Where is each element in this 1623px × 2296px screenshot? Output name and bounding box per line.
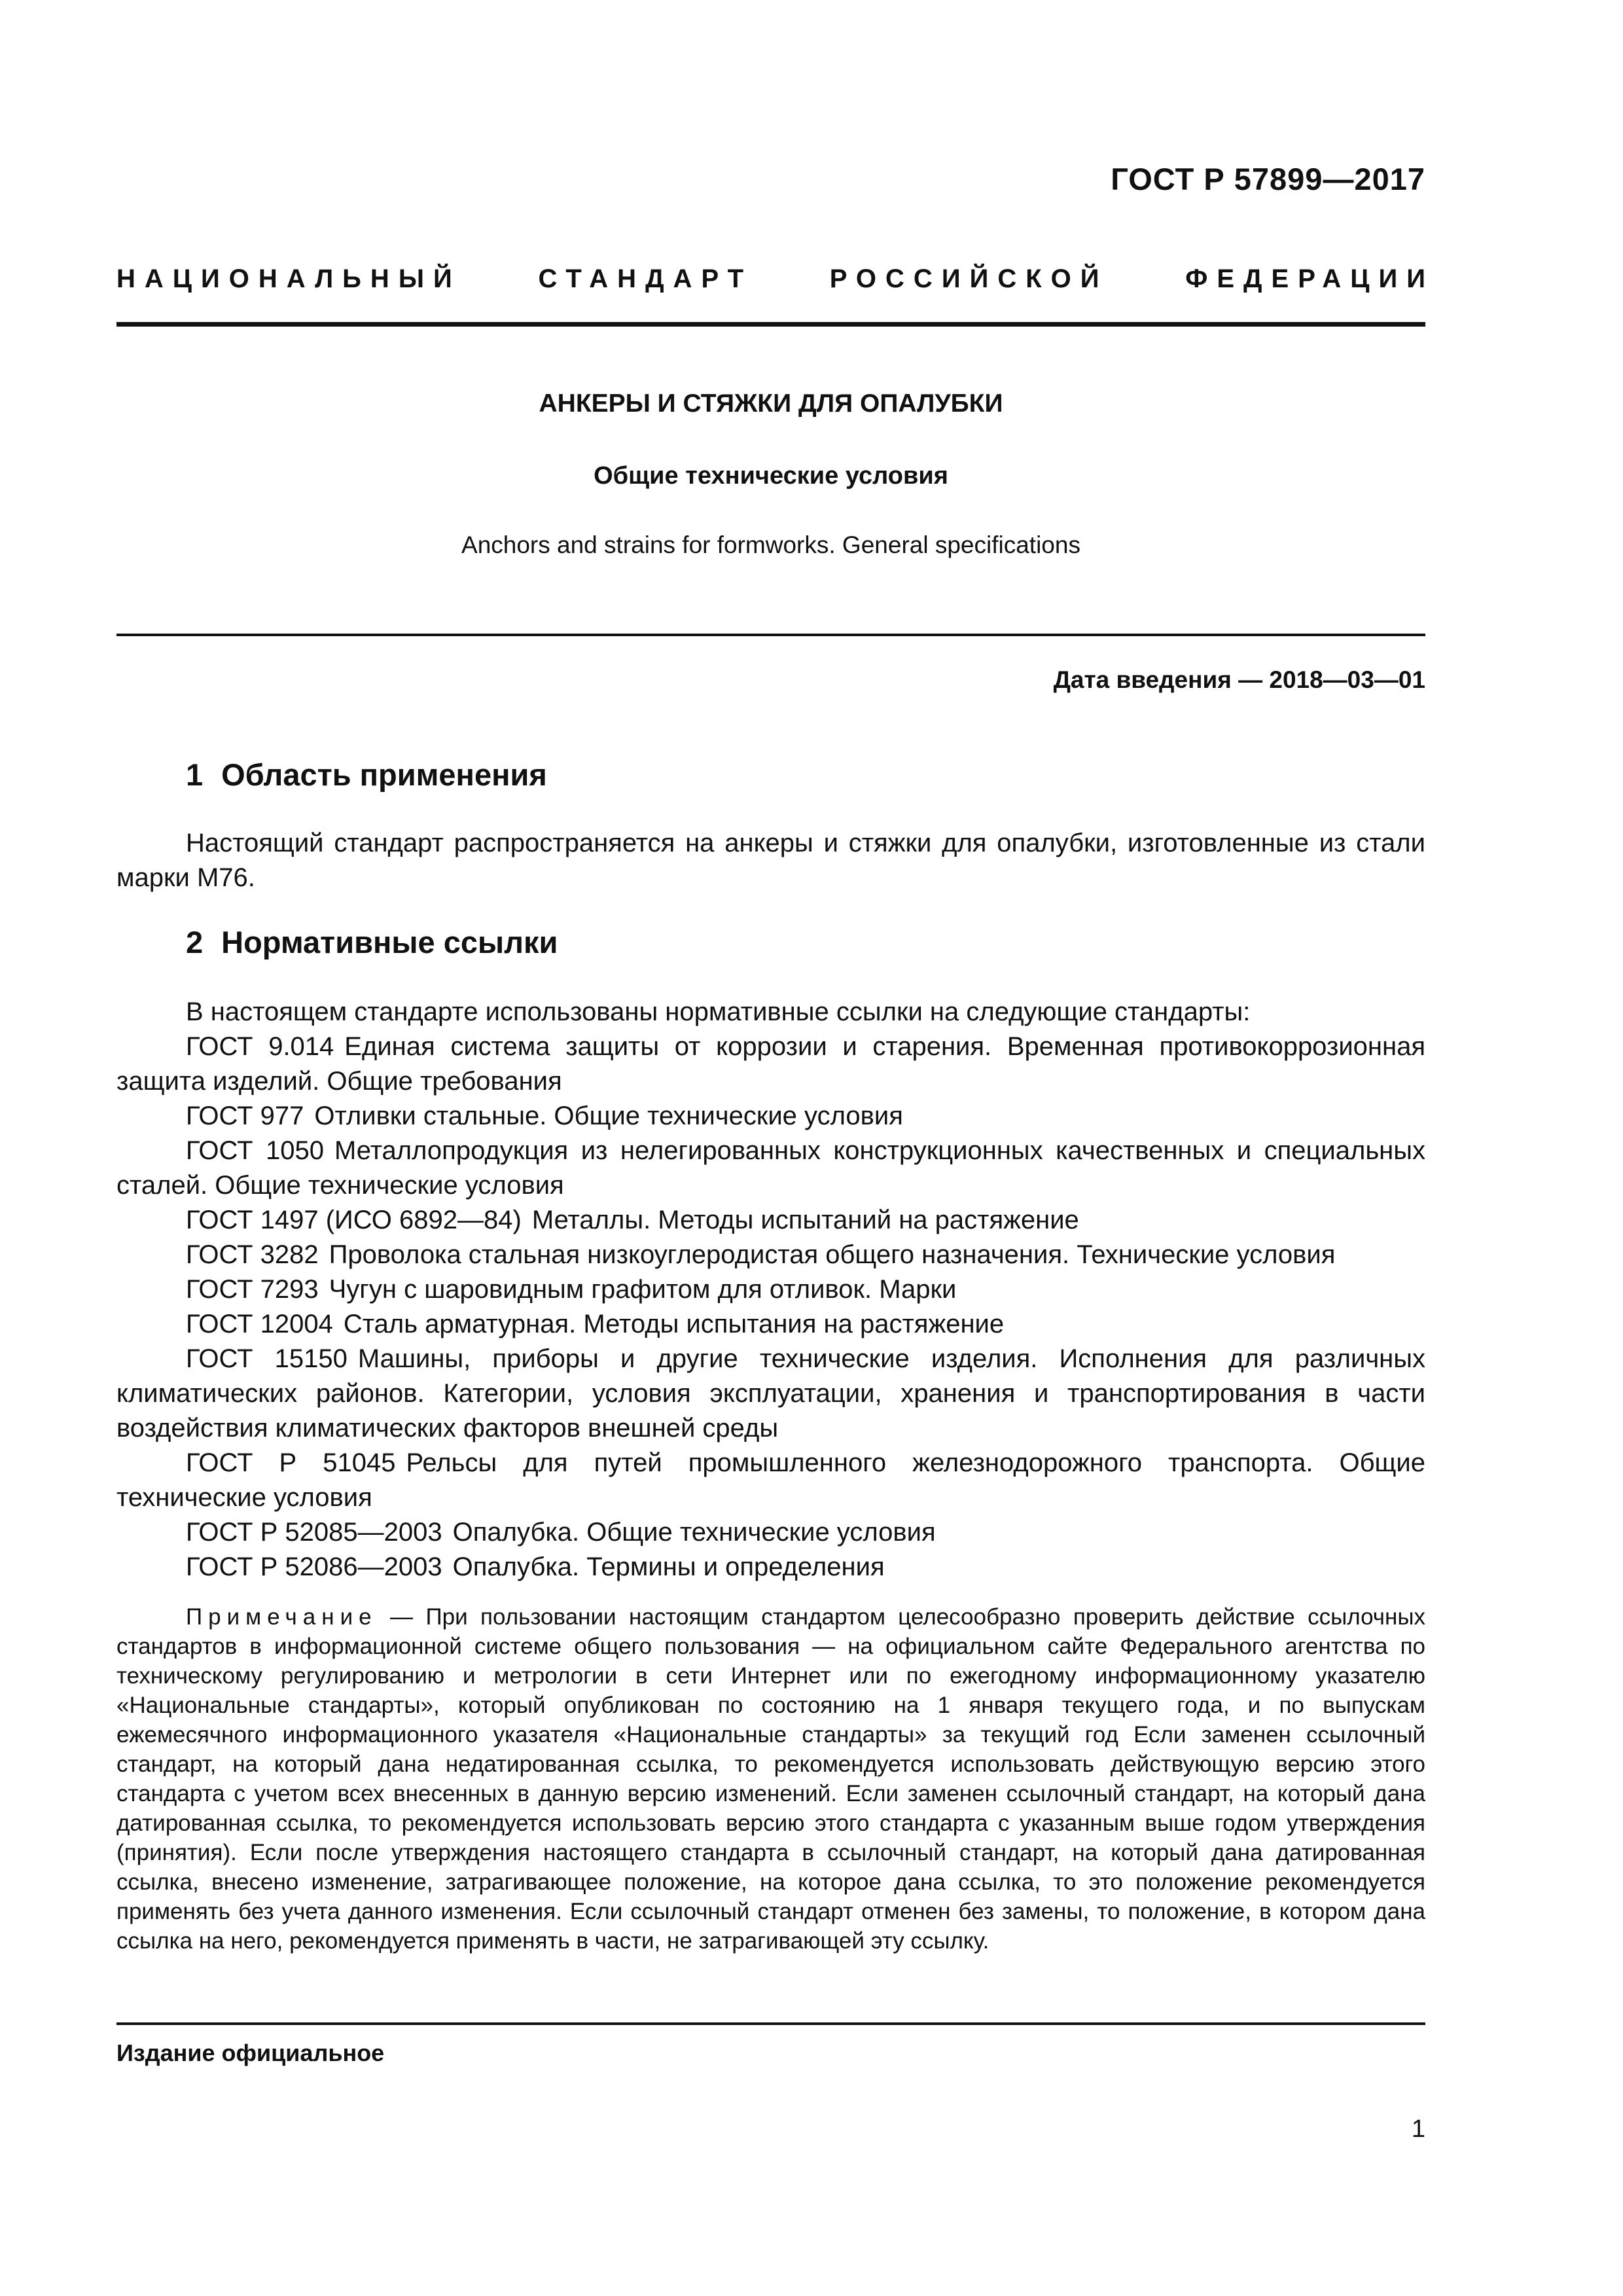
section-2-body bbox=[116, 995, 1425, 1585]
reference-item bbox=[116, 1134, 1425, 1203]
reference-item bbox=[116, 1342, 1425, 1446]
reference-code: ГОСТ 977 bbox=[186, 1102, 304, 1130]
reference-item bbox=[116, 1238, 1425, 1272]
reference-title: Опалубка. Термины и определения bbox=[452, 1552, 885, 1581]
reference-code: ГОСТ 1497 (ИСО 6892—84) bbox=[186, 1206, 522, 1234]
reference-title: Чугун с шаровидным графитом для отливок. Марки bbox=[329, 1275, 957, 1304]
reference-code: ГОСТ Р 52085—2003 bbox=[186, 1518, 442, 1547]
official-edition-label: Издание официальное bbox=[116, 2039, 385, 2066]
reference-item bbox=[116, 1550, 1425, 1585]
note-label: Примечание bbox=[186, 1604, 378, 1630]
banner-word: НАЦИОНАЛЬНЫЙ bbox=[116, 264, 461, 293]
footer-divider bbox=[116, 2022, 1425, 2025]
section-1-heading bbox=[186, 757, 547, 793]
section-number: 2 bbox=[186, 925, 204, 960]
reference-code: ГОСТ 3282 bbox=[186, 1240, 319, 1269]
reference-title: Проволока стальная низкоуглеродистая общего назначения. Технические условия bbox=[329, 1240, 1336, 1269]
page-number: 1 bbox=[1411, 2115, 1425, 2143]
reference-title: Металлы. Методы испытаний на растяжение bbox=[531, 1206, 1079, 1234]
note-paragraph bbox=[116, 1602, 1425, 1956]
document-title: АНКЕРЫ И СТЯЖКИ ДЛЯ ОПАЛУБКИ bbox=[539, 389, 1003, 418]
reference-code: ГОСТ 7293 bbox=[186, 1275, 319, 1304]
reference-code: ГОСТ Р 52086—2003 bbox=[186, 1552, 442, 1581]
reference-title: Металлопродукция из нелегированных конструкционных качественных и специальных сталей. Общие технические условия bbox=[116, 1136, 1426, 1200]
reference-title: Опалубка. Общие технические условия bbox=[452, 1518, 936, 1547]
reference-item bbox=[116, 1099, 1425, 1134]
reference-title: Машины, приборы и другие технические изделия. Исполнения для различных климатических районов. Категории, условия эксплуатации, хранения и транспортирования в части воздействия климатических факторов внешней среды bbox=[116, 1344, 1425, 1443]
reference-item bbox=[116, 1272, 1425, 1307]
note-text: — При пользовании настоящим стандартом целесообразно проверить действие ссылочных стандартов в информационной системе общего пользования — на официальном сайте Федерального агентства по техническому регулированию и метрологии в сети Интернет или по ежегодному информационному указателю «Национальные стандарты», который опубликован по состоянию на 1 января текущего года, и по выпускам ежемесячного информационного указателя «Национальные стандарты» за текущий год Если заменен ссылочный стандарт, на который дана недатированная ссылка, то рекомендуется использовать действующую версию этого стандарта с учетом всех внесенных в данную версию изменений. Если заменен ссылочный стандарт, на который дана датированная ссылка, то рекомендуется использовать версию этого стандарта с указанным выше годом утверждения (принятия). Если после утверждения настоящего стандарта в ссылочный стандарт, на который дана датированная ссылка, внесено изменение, затрагивающее положение, на которое дана ссылка, то это положение рекомендуется применять без учета данного изменения. Если ссылочный стандарт отменен без замены, то положение, в котором дана ссылка на него, рекомендуется применять в части, не затрагивающей эту ссылку. bbox=[116, 1604, 1425, 1954]
section-1-body bbox=[116, 826, 1425, 895]
introduction-date: Дата введения — 2018—03—01 bbox=[1053, 666, 1425, 693]
reference-item bbox=[116, 1307, 1425, 1342]
reference-item bbox=[116, 1446, 1425, 1515]
section-number: 1 bbox=[186, 757, 204, 792]
reference-code: ГОСТ 12004 bbox=[186, 1310, 333, 1338]
reference-code: ГОСТ Р 51045 bbox=[186, 1448, 396, 1477]
banner-word: РОССИЙСКОЙ bbox=[829, 264, 1109, 293]
section-title: Область применения bbox=[221, 757, 547, 792]
reference-title: Единая система защиты от коррозии и старения. Временная противокоррозионная защита изделий. Общие требования bbox=[116, 1032, 1425, 1096]
national-standard-banner bbox=[116, 264, 1435, 294]
reference-code: ГОСТ 9.014 bbox=[186, 1032, 334, 1061]
reference-title: Сталь арматурная. Методы испытания на растяжение bbox=[343, 1310, 1005, 1338]
reference-item bbox=[116, 1515, 1425, 1550]
banner-word: СТАНДАРТ bbox=[538, 264, 753, 293]
paragraph: В настоящем стандарте использованы нормативные ссылки на следующие стандарты: bbox=[186, 997, 1251, 1026]
reference-title: Отливки стальные. Общие технические условия bbox=[314, 1102, 903, 1130]
reference-title: Рельсы для путей промышленного железнодорожного транспорта. Общие технические условия bbox=[116, 1448, 1425, 1512]
paragraph: Настоящий стандарт распространяется на анкеры и стяжки для опалубки, изготовленные из стали марки М76. bbox=[116, 829, 1425, 892]
reference-code: ГОСТ 1050 bbox=[186, 1136, 324, 1165]
document-subtitle: Общие технические условия bbox=[594, 462, 948, 490]
header-divider bbox=[116, 322, 1425, 327]
section-2-heading bbox=[186, 924, 558, 960]
title-divider bbox=[116, 634, 1425, 636]
banner-word: ФЕДЕРАЦИИ bbox=[1185, 264, 1435, 293]
document-code: ГОСТ Р 57899—2017 bbox=[1111, 162, 1425, 196]
english-title: Anchors and strains for formworks. General specifications bbox=[461, 531, 1080, 558]
section-title: Нормативные ссылки bbox=[221, 925, 558, 960]
reference-code: ГОСТ 15150 bbox=[186, 1344, 348, 1373]
reference-item bbox=[116, 1203, 1425, 1238]
reference-item bbox=[116, 1030, 1425, 1099]
